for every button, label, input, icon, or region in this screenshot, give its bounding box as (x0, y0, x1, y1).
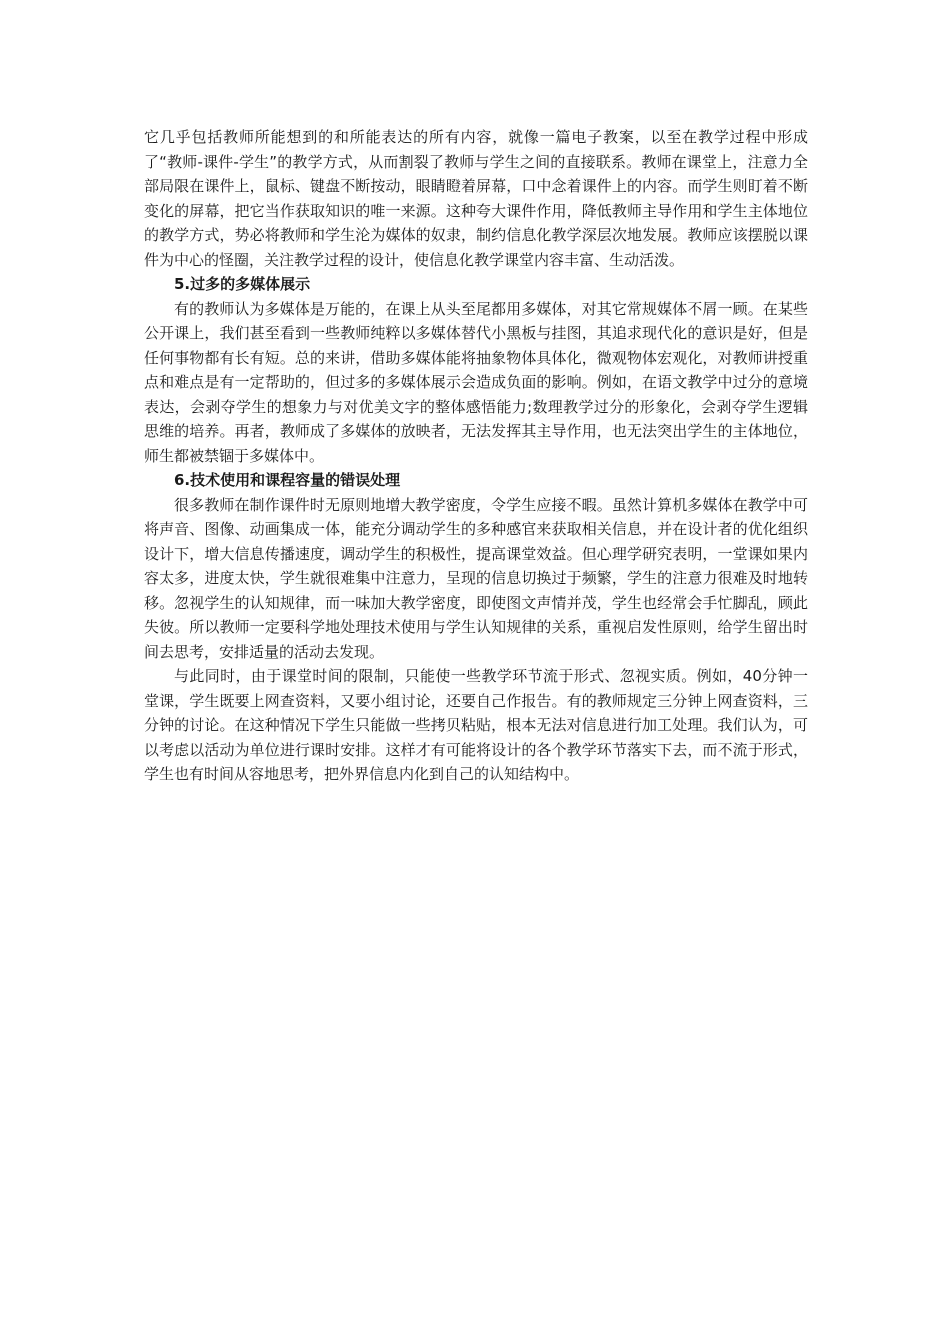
section-heading-6: 6.技术使用和课程容量的错误处理 (174, 471, 401, 489)
paragraph-multimedia: 有的教师认为多媒体是万能的，在课上从头至尾都用多媒体，对其它常规媒体不屑一顾。在某些公开课上，我们甚至看到一些教师纯粹以多媒体替代小黑板与挂图，其追求现代化的意识是好，但是任何事物都有长有短。总的来讲，借助多媒体能将抽象物体具体化，微观物体宏观化，对教师讲授重点和难点是有一定帮助的，但过多的多媒体展示会造成负面的影响。例如，在语文教学中过分的意境表达，会剥夺学生的想象力与对优美文字的整体感悟能力;数理教学过分的形象化，会剥夺学生逻辑思维的培养。再者，教师成了多媒体的放映者，无法发挥其主导作用，也无法突出学生的主体地位，师生都被禁锢于多媒体中。 (144, 299, 808, 465)
section-heading-5: 5.过多的多媒体展示 (174, 275, 311, 293)
paragraph-teaching-density: 很多教师在制作课件时无原则地增大教学密度，令学生应接不暇。虽然计算机多媒体在教学中可将声音、图像、动画集成一体，能充分调动学生的多种感官来获取相关信息，并在设计者的优化组织设计下，增大信息传播速度，调动学生的积极性，提高课堂效益。但心理学研究表明，一堂课如果内容太多，进度太快，学生就很难集中注意力，呈现的信息切换过于频繁，学生的注意力很难及时地转移。忽视学生的认知规律，而一味加大教学密度，即使图文声情并茂，学生也经常会手忙脚乱，顾此失彼。所以教师一定要科学地处理技术使用与学生认知规律的关系，重视启发性原则，给学生留出时间去思考，安排适量的活动去发现。 (144, 495, 808, 661)
paragraph-continued: 它几乎包括教师所能想到的和所能表达的所有内容，就像一篇电子教案，以至在教学过程中形成了“教师-课件-学生”的教学方式，从而割裂了教师与学生之间的直接联系。教师在课堂上，注意力全部局限在课件上，鼠标、键盘不断按动，眼睛瞪着屏幕，口中念着课件上的内容。而学生则盯着不断变化的屏幕，把它当作获取知识的唯一来源。这种夸大课件作用，降低教师主导作用和学生主体地位的教学方式，势必将教师和学生沦为媒体的奴隶，制约信息化教学深层次地发展。教师应该摆脱以课件为中心的怪圈，关注教学过程的设计，使信息化教学课堂内容丰富、生动活泼。 (144, 128, 808, 269)
document-body (144, 125, 808, 787)
paragraph-class-time: 与此同时，由于课堂时间的限制，只能使一些教学环节流于形式、忽视实质。例如，40分钟一堂课，学生既要上网查资料，又要小组讨论，还要自己作报告。有的教师规定三分钟上网查资料，三分钟的讨论。在这种情况下学生只能做一些拷贝粘贴，根本无法对信息进行加工处理。我们认为，可以考虑以活动为单位进行课时安排。这样才有可能将设计的各个教学环节落实下去，而不流于形式，学生也有时间从容地思考，把外界信息内化到自己的认知结构中。 (144, 667, 808, 783)
